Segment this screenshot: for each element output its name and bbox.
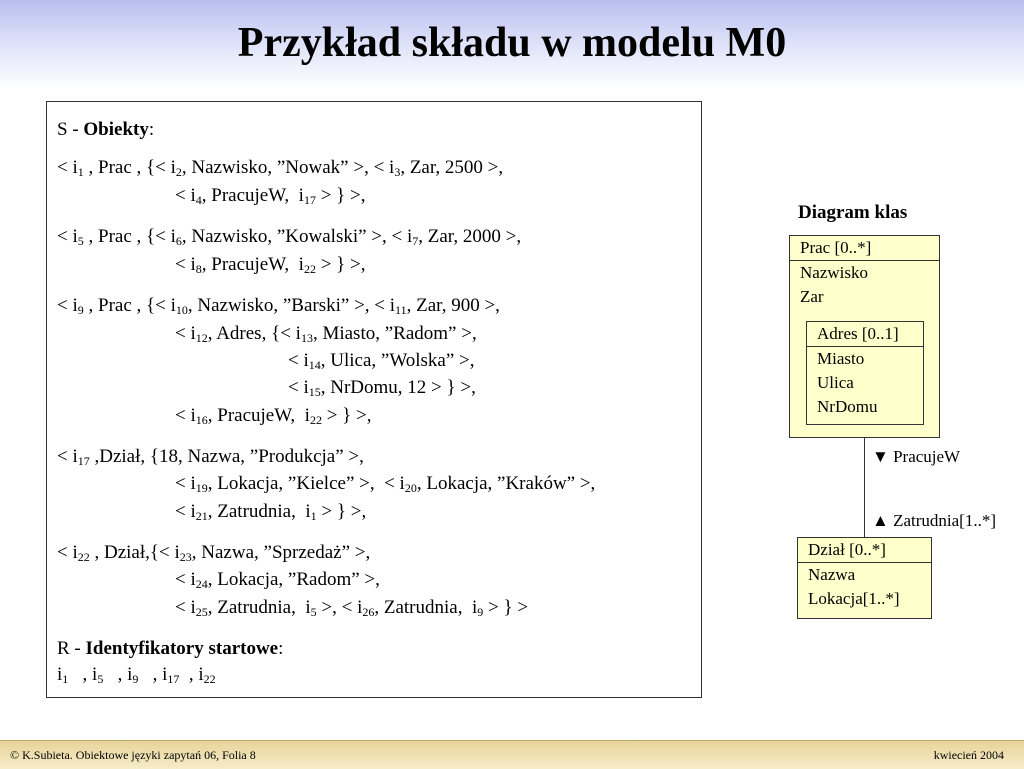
- class-adres-header: Adres [0..1]: [807, 322, 923, 347]
- class-adres: [806, 321, 924, 425]
- class-adres-attr: NrDomu: [817, 397, 878, 416]
- association-label-pracujew: ▼ PracujeW: [872, 447, 961, 466]
- store-label-colon: :: [148, 119, 155, 140]
- store-line: < $i_{24}$, Lokacja, ”Radom” >,: [175, 569, 380, 591]
- class-prac-attr: Nazwisko: [800, 263, 868, 282]
- store-line: < $i_{12}$, Adres, {< $i_{13}$, Miasto, ”Radom” >,: [175, 323, 477, 345]
- class-dzial-attr: Nazwa: [808, 565, 856, 584]
- footer: [0, 740, 1024, 769]
- store-line: < $i_{19}$, Lokacja, ”Kielce” >, < $i_{20}$, Lokacja, ”Kraków” >,: [175, 473, 596, 495]
- class-prac-attr: Zar: [800, 287, 824, 306]
- class-dzial-attr: Lokacja[1..*]: [808, 589, 900, 608]
- store-line: < $i_{17}$ ,Dział, {18, Nazwa, ”Produkcja” >,: [57, 446, 364, 468]
- store-line: < $i_8$, PracujeW, $i_{22}$ > } >,: [175, 254, 366, 276]
- store-line: < $i_{15}$, NrDomu, 12 > } >,: [288, 377, 476, 399]
- class-prac-header: Prac [0..*]: [790, 236, 939, 261]
- class-adres-attr: Ulica: [817, 373, 854, 392]
- diagram-title: Diagram klas: [798, 202, 908, 223]
- store-label-bold: Obiekty: [83, 119, 149, 140]
- footer-copyright: © K.Subieta. Obiektowe języki zapytań 06, Folia 8: [10, 748, 256, 762]
- store-line: < $i_{25}$, Zatrudnia, $i_5$ >, < $i_{26}$, Zatrudnia, $i_9$ > } >: [175, 597, 529, 619]
- store-line: < $i_{16}$, PracujeW, $i_{22}$ > } >,: [175, 405, 372, 427]
- roots-label: R -: [57, 638, 86, 659]
- association-label-zatrudnia: ▲ Zatrudnia[1..*]: [872, 511, 996, 530]
- class-dzial: [797, 537, 932, 619]
- page-title: Przykład składu w modelu M0: [237, 20, 787, 66]
- class-dzial-header: Dział [0..*]: [798, 538, 931, 563]
- store-label: S -: [57, 119, 84, 140]
- class-adres-attr: Miasto: [817, 349, 865, 368]
- store-line: < $i_{14}$, Ulica, ”Wolska” >,: [288, 350, 475, 372]
- store-section-heading: [57, 119, 154, 141]
- store-line: < $i_4$, PracujeW, $i_{17}$ > } >,: [175, 185, 366, 207]
- store-line: < $i_{22}$ , Dział,{< $i_{23}$, Nazwa, ”Sprzedaż” >,: [57, 542, 371, 564]
- store-line: < $i_5$ , Prac , {< $i_6$, Nazwisko, ”Kowalski” >, < $i_7$, Zar, 2000 >,: [57, 226, 522, 248]
- roots-list: $i_1$ , $i_5$ , $i_9$ , $i_{17}$ , $i_{22}$: [57, 664, 216, 686]
- store-box: [46, 101, 702, 698]
- store-line: < $i_1$ , Prac , {< $i_2$, Nazwisko, ”Nowak” >, < $i_3$, Zar, 2500 >,: [57, 157, 504, 179]
- roots-label-bold: Identyfikatory startowe: [85, 638, 279, 659]
- roots-section-heading: [57, 638, 283, 660]
- roots-label-colon: :: [278, 638, 284, 659]
- footer-date: kwiecień 2004: [933, 748, 1004, 762]
- association-line: [864, 437, 865, 537]
- store-line: < $i_{21}$, Zatrudnia, $i_1$ > } >,: [175, 501, 367, 523]
- store-line: < $i_9$ , Prac , {< $i_{10}$, Nazwisko, ”Barski” >, < $i_{11}$, Zar, 900 >,: [57, 295, 500, 317]
